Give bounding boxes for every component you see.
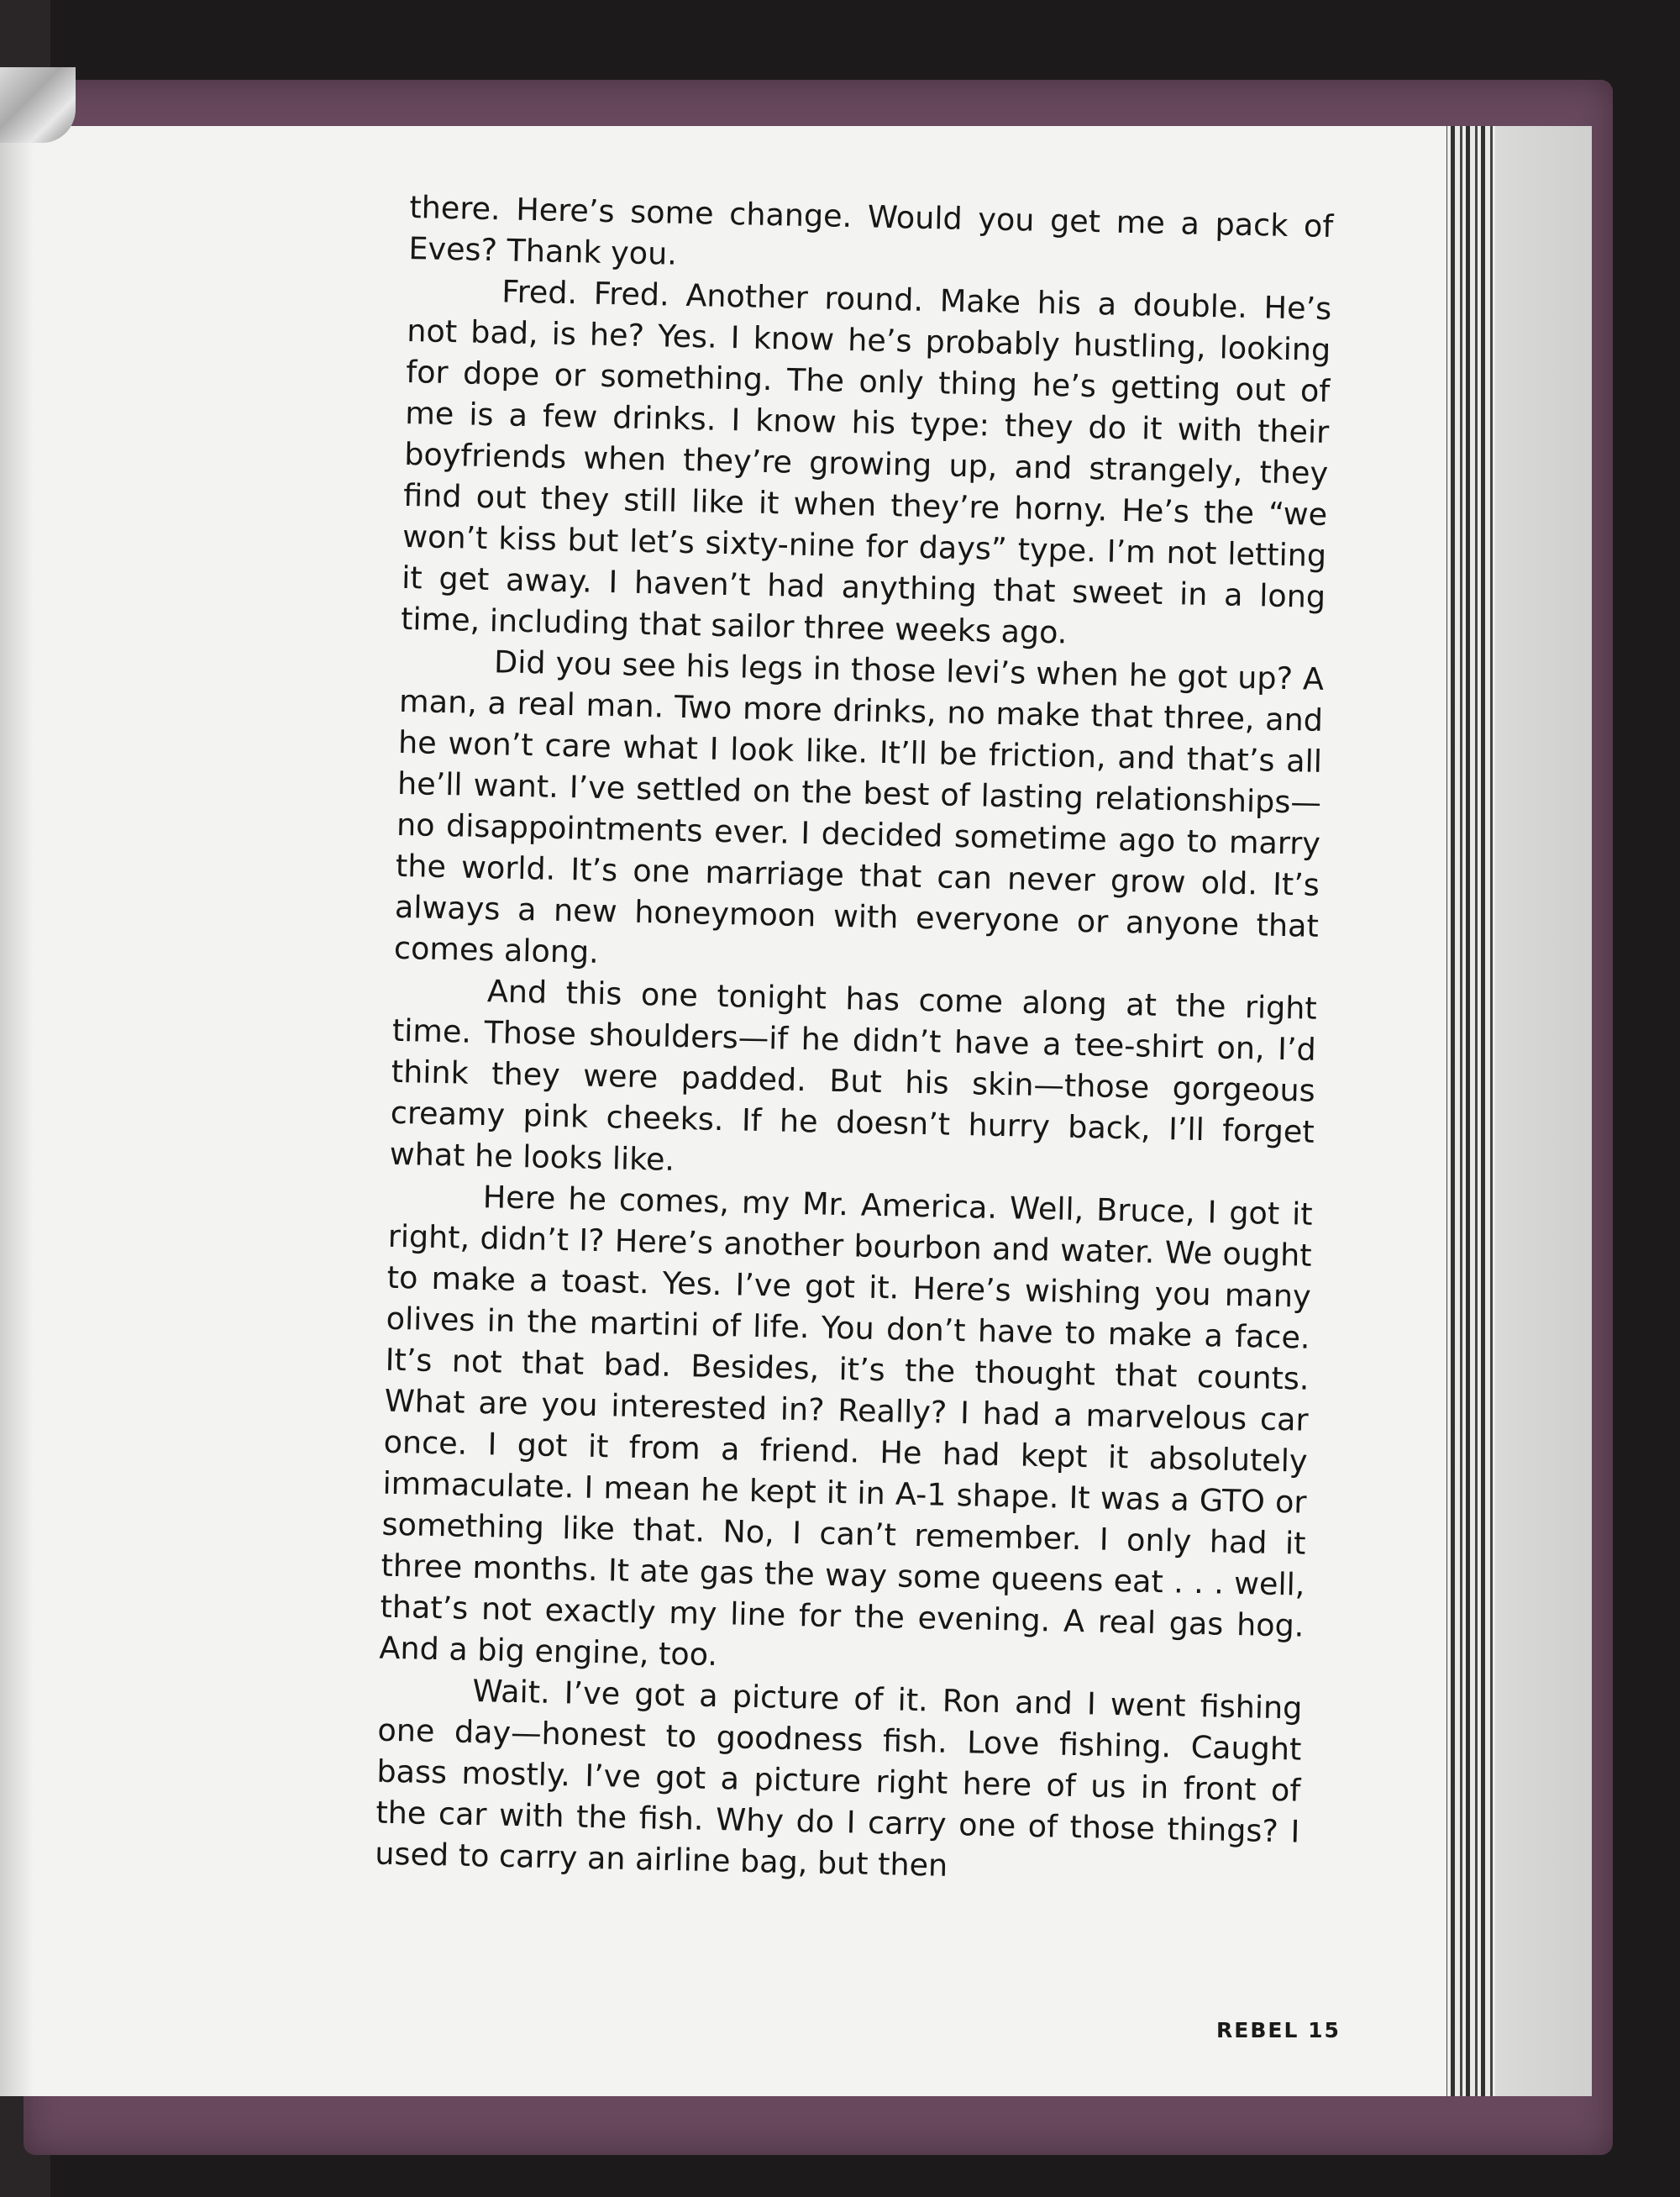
paragraph: Wait. I’ve got a picture of it. Ron and I went fishing one day—honest to goodness fish. Love fishing. Caught bass mostly. I’ve got a picture right here of us in front of the car with the fish. Why do I carry one of those things? I used to carry an airline bag, but then xyxy=(374,1672,1303,1884)
page-body-text xyxy=(375,187,1334,1894)
paragraph: Here he comes, my Mr. America. Well, Bruce, I got it right, didn’t I? Here’s another bourbon and water. We ought to make a toast. Yes. I’ve got it. Here’s wishing you many olives in the martini of life. You don’t have to make a face. It’s not that bad. Besides, it’s the thought that counts. What are you interested in? Really? I had a marvelous car once. I got it from a friend. He had kept it absolutely immaculate. I mean he kept it in A-1 shape. It was a GTO or something like that. No, I can’t remember. I only had it three months. It ate gas the way some queens eat . . . well, that’s not exactly my line for the evening. A real gas hog. And a big engine, too. xyxy=(379,1179,1314,1674)
page-gutter xyxy=(0,126,34,2096)
page-folio: REBEL 15 xyxy=(1216,2018,1341,2042)
page-edges xyxy=(1445,126,1495,2096)
paragraph: Fred. Fred. Another round. Make his a double. He’s not bad, is he? Yes. I know he’s probably hustling, looking for dope or something. The only thing he’s getting out of me is a few drinks. I know his type: they do it with their boyfriends when they’re growing up, and strangely, they find out they still like it when they’re horny. He’s the “we won’t kiss but let’s sixty-nine for days” type. I’m not letting it get away. I haven’t had anything that sweet in a long time, including that sailor three weeks ago. xyxy=(400,273,1332,651)
binding-rings xyxy=(0,67,76,143)
paragraph: there. Here’s some change. Would you get me a pack of Eves? Thank you. xyxy=(408,188,1334,272)
paragraph: And this one tonight has come along at the right time. Those shoulders—if he didn’t have a tee-shirt on, I’d think they were padded. But his skin—those gorgeous creamy pink cheeks. If he doesn’t hurry back, I’ll forget what he looks like. xyxy=(389,973,1318,1178)
paragraph: Did you see his legs in those levi’s when he got up? A man, a real man. Two more drinks, no make that three, and he won’t care what I look like. It’ll be friction, and that’s all he’ll want. I’ve settled on the best of lasting relationships—no disappointments ever. I decided sometime ago to marry the world. It’s one marriage that can never grow old. It’s always a new honeymoon with everyone or anyone that comes along. xyxy=(393,644,1325,970)
